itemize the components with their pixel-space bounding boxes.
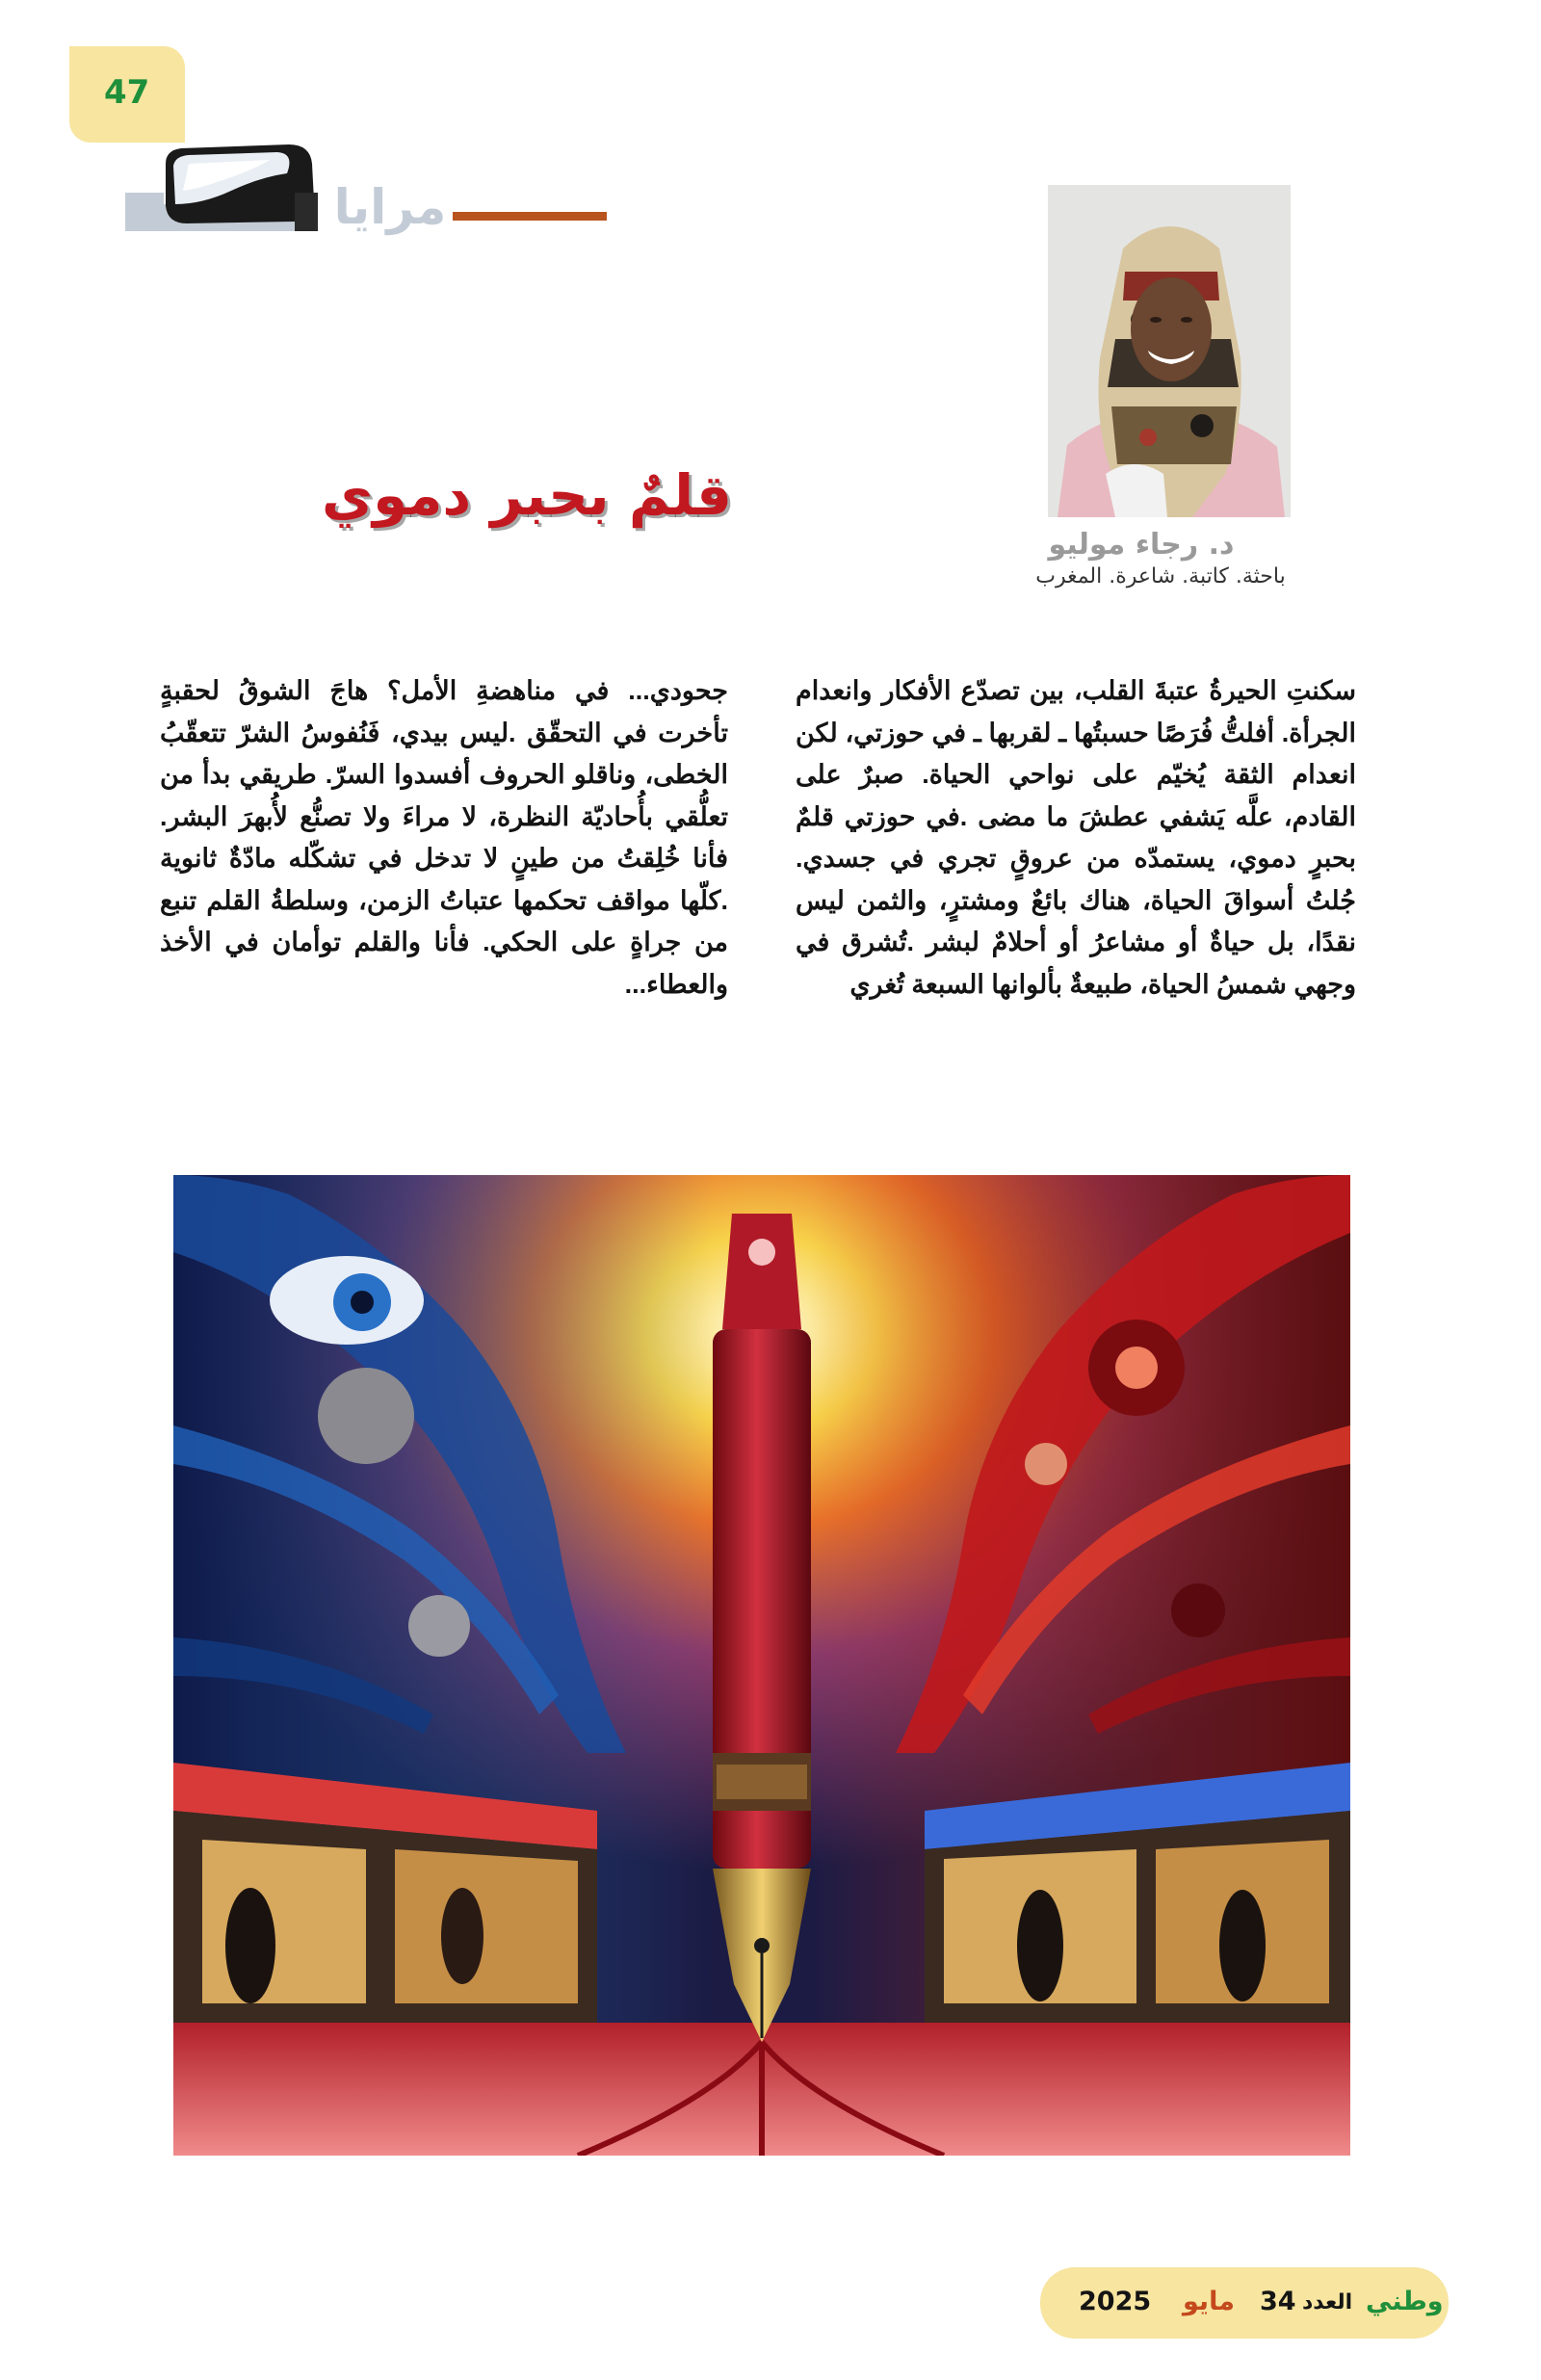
section-divider — [453, 212, 607, 221]
issue-footer — [1040, 2267, 1449, 2339]
author-name: د. رجاء موليو — [1048, 528, 1235, 562]
page-number-tab — [69, 46, 185, 143]
section-title: مرايا — [333, 179, 447, 235]
article-body-left-column: جحودي... في مناهضةِ الأمل؟ هاجَ الشوقُ لحقبةٍ تأخرت في التحقّق .ليس بيدي، فَنُفوسُ الشرّ تتعقّبُ الخطى، وناقلو الحروف أفسدوا السرّ. طريقي بدأ من تعلُّقي بأُحاديّة النظرة، لا مراءَ ولا تصنُّع لأُبهرَ البشر. فأنا خُلِقتُ من طينٍ لا تدخل في تشكّله مادّةٌ ثانوية .كلّها مواقف تحكمها عتباتُ الزمن، وسلطةُ القلم تنبع من جراةٍ على الحكي. فأنا والقلم توأمان في الأخذ والعطاء... — [160, 676, 728, 999]
author-role: باحثة. كاتبة. شاعرة. المغرب — [1035, 564, 1286, 588]
issue-year: 2025 — [1079, 2287, 1152, 2316]
issue-month: مايو — [1183, 2287, 1235, 2316]
magazine-name: وطني — [1366, 2287, 1444, 2316]
car-side-mirror-icon — [106, 135, 327, 241]
issue-number: 34 — [1260, 2287, 1296, 2316]
issue-label: العدد — [1302, 2290, 1353, 2315]
article-title: قلمٌ بحبر دموي — [321, 462, 732, 528]
page-number: 47 — [104, 73, 150, 112]
article-body-right-column: سكنتِ الحيرةُ عتبةَ القلب، بين تصدّع الأفكار وانعدام الجرأة. أفلتُّ فُرَصًا حسبتُها ـ لقربها ـ في حوزتي، لكن انعدام الثقة يُخيّم على نواحي الحياة. صبرٌ على القادم، علَّه يَشفي عطشَ ما مضى .في حوزتي قلمٌ بحبرٍ دموي، يستمدّه من عروقٍ تجري في جسدي. جُلتُ أسواقَ الحياة، هناك بائعٌ ومشترٍ، والثمن ليس نقدًا، بل حياةٌ أو مشاعرُ أو أحلامٌ لبشر .تُشرق في وجهي شمسُ الحياة، طبيعةٌ بألوانها السبعة تُغري — [796, 676, 1356, 999]
article-artwork — [173, 1175, 1350, 2156]
author-photo — [1048, 185, 1291, 517]
